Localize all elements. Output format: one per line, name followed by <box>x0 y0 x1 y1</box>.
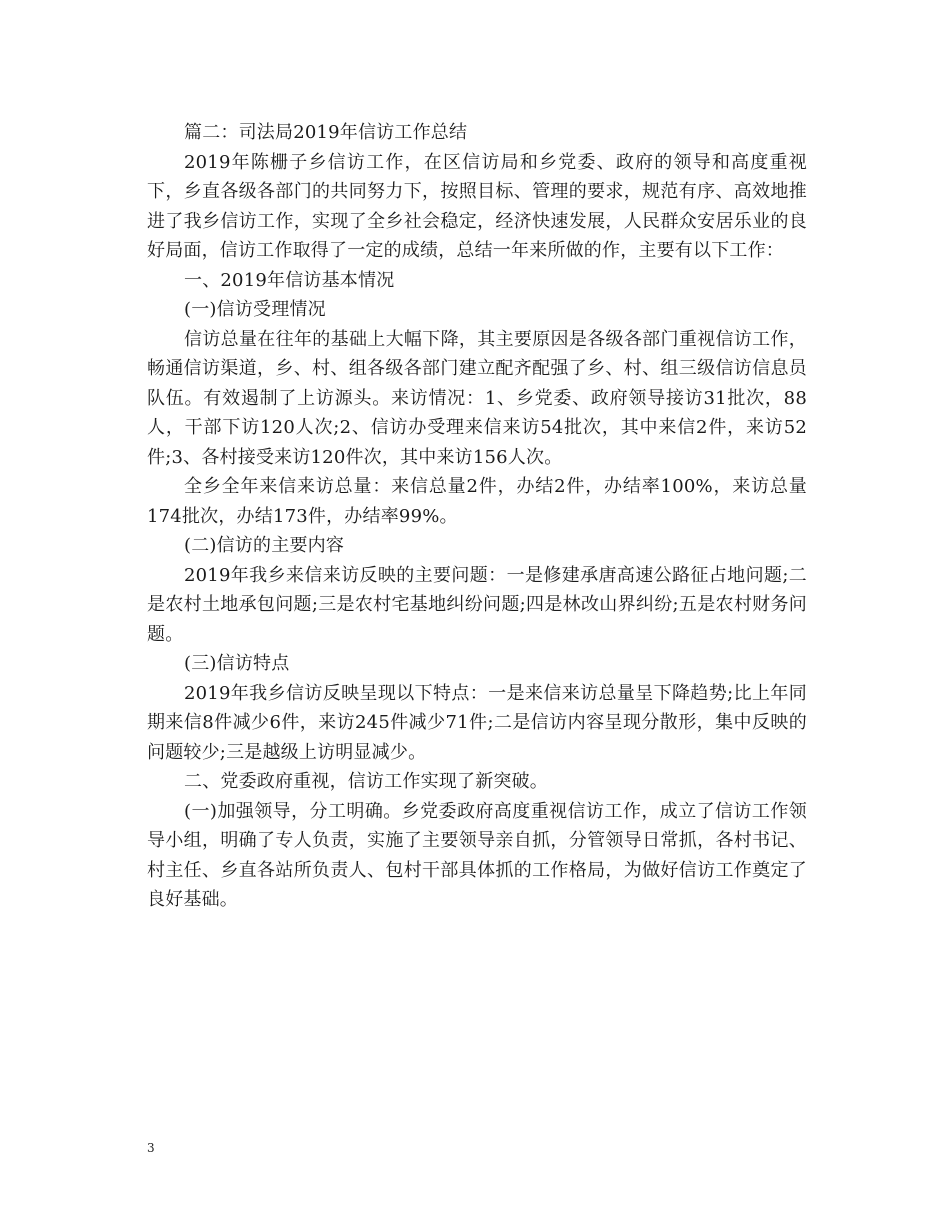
subheading-3: (三)信访特点 <box>184 653 290 674</box>
heading-2: 二、党委政府重视，信访工作实现了新突破。 <box>184 771 548 792</box>
paragraph-main-issues: 2019年我乡来信来访反映的主要问题：一是修建承唐高速公路征占地问题;二是农村土地承包问题;三是农村宅基地纠纷问题;四是林改山界纠纷;五是农村财务问题。 <box>147 564 807 645</box>
paragraph-features: 2019年我乡信访反映呈现以下特点：一是来信来访总量呈下降趋势;比上年同期来信8件减少6件，来访245件减少71件;二是信访内容呈现分散形，集中反映的问题较少;三是越级上访明显减少。 <box>147 682 807 763</box>
page-number: 3 <box>147 1141 155 1155</box>
paragraph-totals: 全乡全年来信来访总量：来信总量2件，办结2件，办结率100%，来访总量174批次，办结173件，办结率99%。 <box>147 476 807 527</box>
section-title: 篇二：司法局2019年信访工作总结 <box>184 122 468 143</box>
paragraph-leadership: (一)加强领导，分工明确。乡党委政府高度重视信访工作，成立了信访工作领导小组，明确了专人负责，实施了主要领导亲自抓，分管领导日常抓，各村书记、村主任、乡直各站所负责人、包村干部具体抓的工作格局，为做好信访工作奠定了良好基础。 <box>147 800 807 910</box>
document-body <box>147 118 807 915</box>
subheading-1: (一)信访受理情况 <box>184 299 326 320</box>
subheading-2: (二)信访的主要内容 <box>184 535 345 556</box>
heading-1: 一、2019年信访基本情况 <box>184 269 395 291</box>
paragraph-acceptance: 信访总量在往年的基础上大幅下降，其主要原因是各级各部门重视信访工作，畅通信访渠道，乡、村、组各级各部门建立配齐配强了乡、村、组三级信访信息员队伍。有效遏制了上访源头。来访情况：1、乡党委、政府领导接访31批次，88人，干部下访120人次;2、信访办受理来信来访54批次，其中来信2件，来访52件;3、各村接受来访120件次，其中来访156人次。 <box>147 328 807 468</box>
intro-paragraph: 2019年陈栅子乡信访工作，在区信访局和乡党委、政府的领导和高度重视下，乡直各级各部门的共同努力下，按照目标、管理的要求，规范有序、高效地推进了我乡信访工作，实现了全乡社会稳定，经济快速发展，人民群众安居乐业的良好局面，信访工作取得了一定的成绩，总结一年来所做的作，主要有以下工作： <box>147 151 807 261</box>
